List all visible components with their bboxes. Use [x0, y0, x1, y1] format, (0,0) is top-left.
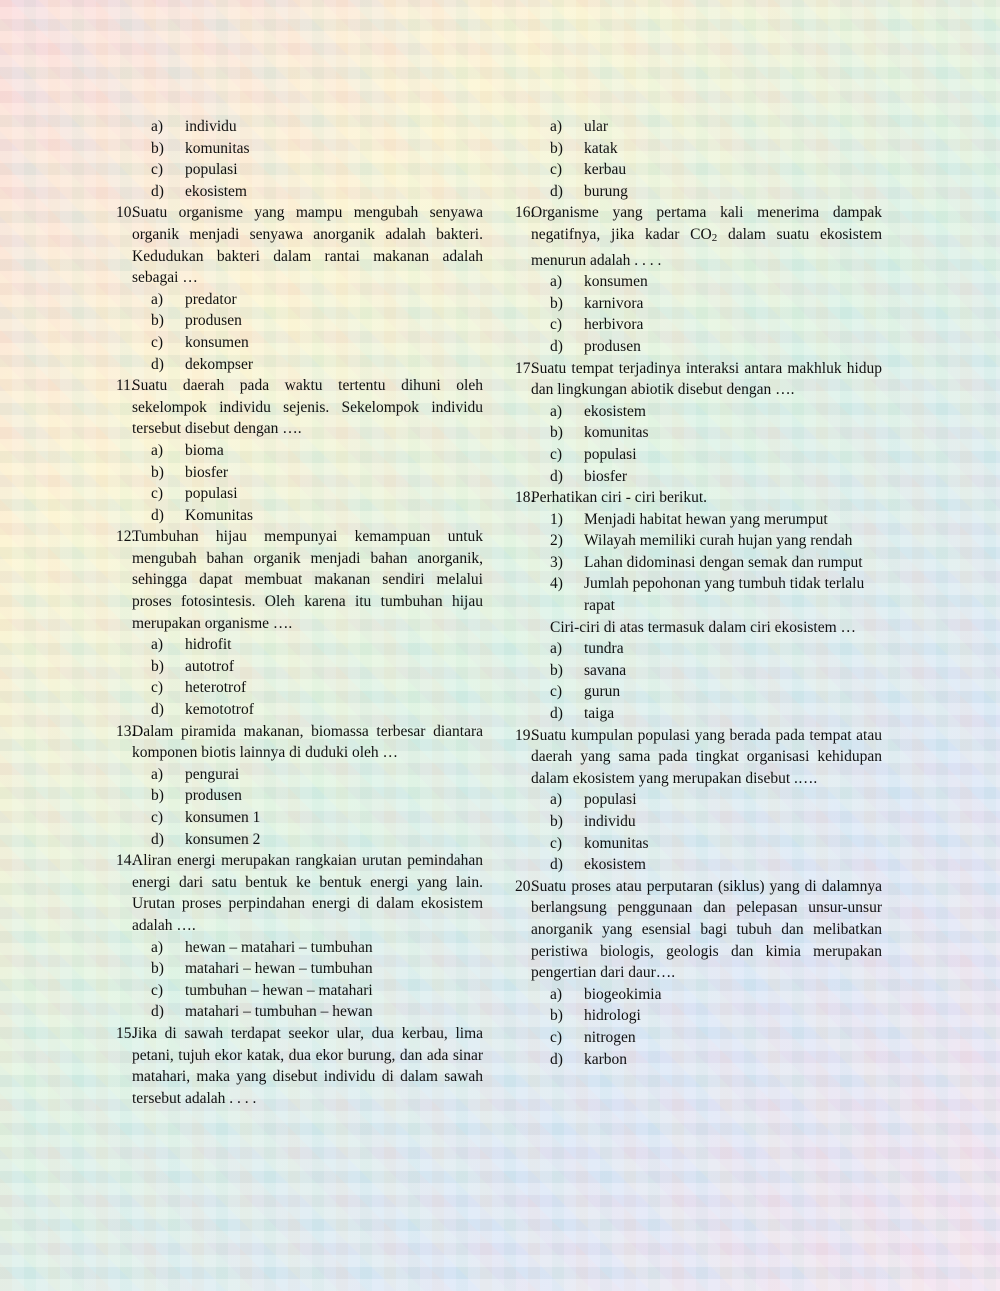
option-d[interactable]: d) ekosistem — [151, 182, 247, 200]
option-d[interactable]: d) konsumen 2 — [151, 830, 261, 848]
question-text: Perhatikan ciri - ciri berikut. — [531, 489, 708, 507]
option-a[interactable]: a) individu — [151, 118, 237, 135]
option-c[interactable]: c) konsumen 1 — [151, 809, 261, 826]
option-a[interactable]: a) ular — [550, 118, 609, 135]
option-a[interactable]: a) bioma — [151, 441, 224, 459]
option-d[interactable]: d) dekompser — [151, 355, 254, 373]
question-16 — [515, 202, 882, 357]
option-c[interactable]: c) herbivora — [550, 316, 644, 334]
question-text: Aliran energi merupakan rangkaian urutan pemindahan energi dari satu bentuk ke bentuk energi yang lain. Urutan proses perpindahan energi di dalam ekosistem adalah …. — [132, 852, 483, 934]
option-b[interactable]: b) produsen — [151, 787, 242, 805]
question-text: Suatu proses atau perputaran (siklus) yang di dalamnya berlangsung penggunaan dan pelepasan unsur-unsur anorganik yang esensial bagi tubuh dan melibatkan peristiwa biologis, geologis dan kimia merupakan pengertian dari daur…. — [531, 877, 882, 982]
option-d[interactable]: d) kemototrof — [151, 701, 254, 719]
question-number: 17. — [515, 359, 535, 377]
option-b[interactable]: b) individu — [550, 813, 636, 830]
option-c[interactable]: c) populasi — [151, 161, 238, 179]
option-a[interactable]: a) hewan – matahari – tumbuhan — [151, 938, 373, 956]
carry-over-options — [116, 116, 483, 202]
option-c[interactable]: c) konsumen — [151, 333, 249, 351]
question-number: 19. — [515, 726, 535, 744]
option-a[interactable]: a) tundra — [550, 640, 624, 658]
question-number: 16. — [515, 204, 535, 222]
option-b[interactable]: b) autotrof — [151, 657, 235, 675]
option-c[interactable]: c) populasi — [550, 445, 637, 463]
question-text: Suatu organisme yang mampu mengubah senyawa organik menjadi senyawa anorganik adalah bakteri. Kedudukan bakteri dalam rantai makanan adalah sebagai … — [132, 204, 483, 287]
option-c[interactable]: c) populasi — [151, 485, 238, 503]
right-column — [515, 116, 882, 1070]
option-b[interactable]: b) savana — [550, 661, 627, 679]
carry-over-options — [515, 116, 882, 202]
list-item: 3) Lahan didominasi dengan semak dan rumput — [550, 553, 863, 571]
question-text: Tumbuhan hijau mempunyai kemampuan untuk mengubah bahan organik menjadi bahan anorganik, sehingga dapat membuat makanan sendiri melalui proses fotosintesis. Oleh karena itu tumbuhan hijau merupakan organisme …. — [132, 528, 483, 632]
question-text: Dalam piramida makanan, biomassa terbesar diantara komponen biotis lainnya di duduki oleh … — [132, 722, 483, 762]
left-column — [116, 116, 483, 1109]
question-15 — [116, 1023, 483, 1109]
question-18 — [515, 487, 882, 725]
question-number: 10. — [116, 204, 136, 222]
option-b[interactable]: b) katak — [550, 139, 618, 157]
list-item: 4) Jumlah pepohonan yang tumbuh tidak terlalu rapat — [550, 575, 865, 615]
option-d[interactable]: d) biosfer — [550, 467, 628, 485]
option-b[interactable]: b) biosfer — [151, 463, 229, 481]
question-20 — [515, 876, 882, 1070]
option-b[interactable]: b) hidrologi — [550, 1007, 641, 1025]
option-a[interactable]: a) hidrofit — [151, 636, 232, 654]
question-number: 18. — [515, 489, 535, 507]
option-b[interactable]: b) komunitas — [550, 424, 649, 442]
option-a[interactable]: a) biogeokimia — [550, 985, 662, 1003]
option-d[interactable]: d) produsen — [550, 337, 641, 355]
question-19 — [515, 725, 882, 876]
question-text: Suatu daerah pada waktu tertentu dihuni oleh sekelompok individu sejenis. Sekelompok individu tersebut disebut dengan …. — [132, 377, 483, 438]
question-number: 15. — [116, 1024, 136, 1042]
question-number: 14. — [116, 852, 136, 870]
option-d[interactable]: d) matahari – tumbuhan – hewan — [151, 1003, 373, 1021]
option-b[interactable]: b) matahari – hewan – tumbuhan — [151, 960, 373, 978]
option-a[interactable]: a) pengurai — [151, 765, 240, 783]
option-a[interactable]: a) konsumen — [550, 273, 648, 291]
option-c[interactable]: c) komunitas — [550, 834, 649, 852]
question-13 — [116, 721, 483, 851]
option-c[interactable]: c) gurun — [550, 683, 621, 701]
option-d[interactable]: d) karbon — [550, 1050, 628, 1068]
question-prompt: Ciri-ciri di atas termasuk dalam ciri ekosistem … — [550, 618, 857, 636]
question-10 — [116, 202, 483, 375]
question-text: Jika di sawah terdapat seekor ular, dua kerbau, lima petani, tujuh ekor katak, dua ekor burung, dan ada sinar matahari, maka yang disebut individu di dalam sawah tersebut adalah . . . . — [132, 1024, 483, 1107]
question-number: 13. — [116, 722, 136, 740]
option-d[interactable]: d) Komunitas — [151, 506, 254, 524]
option-d[interactable]: d) ekosistem — [550, 856, 646, 874]
question-11 — [116, 375, 483, 526]
subscript: 2 — [711, 231, 718, 244]
option-d[interactable]: d) taiga — [550, 705, 615, 723]
question-14 — [116, 850, 483, 1023]
option-a[interactable]: a) populasi — [550, 791, 637, 809]
option-c[interactable]: c) nitrogen — [550, 1028, 636, 1046]
question-number: 20. — [515, 877, 535, 895]
question-text: Suatu kumpulan populasi yang berada pada tempat atau daerah yang sama pada tingkat organisasi kehidupan dalam ekosistem yang merupakan disebut .…. — [531, 726, 882, 787]
option-c[interactable]: c) kerbau — [550, 161, 627, 179]
question-17 — [515, 358, 882, 488]
option-d[interactable]: d) burung — [550, 182, 628, 200]
question-number: 11. — [116, 377, 135, 395]
option-a[interactable]: a) ekosistem — [550, 402, 646, 420]
question-number: 12. — [116, 528, 136, 546]
option-a[interactable]: a) predator — [151, 290, 237, 308]
question-12 — [116, 526, 483, 720]
option-c[interactable]: c) tumbuhan – hewan – matahari — [151, 981, 373, 999]
list-item: 2) Wilayah memiliki curah hujan yang rendah — [550, 532, 853, 550]
option-b[interactable]: b) karnivora — [550, 294, 644, 312]
option-b[interactable]: b) produsen — [151, 312, 242, 330]
list-item: 1) Menjadi habitat hewan yang merumput — [550, 510, 828, 528]
question-text: Suatu tempat terjadinya interaksi antara makhluk hidup dan lingkungan abiotik disebut dengan …. — [531, 359, 882, 399]
option-c[interactable]: c) heterotrof — [151, 679, 247, 697]
question-text: Organisme yang pertama kali menerima dampak negatifnya, jika kadar CO2 dalam suatu ekosistem menurun adalah . . . . — [531, 204, 882, 269]
option-b[interactable]: b) komunitas — [151, 139, 250, 157]
